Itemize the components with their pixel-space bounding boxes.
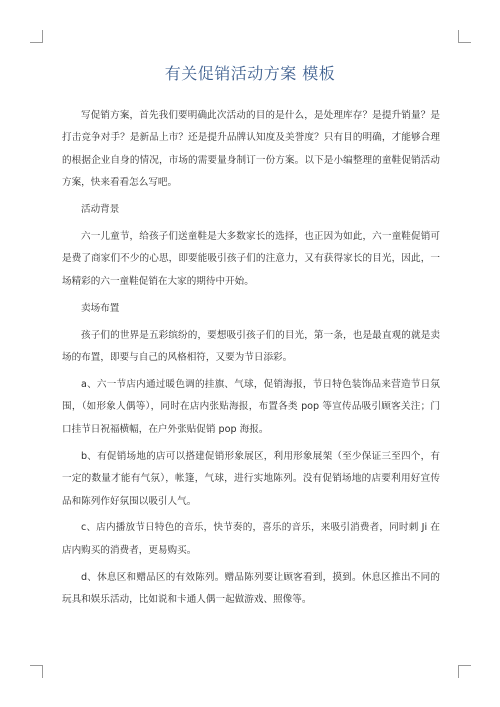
list-item-b: b、有促销场地的店可以搭建促销形象展区，利用形象展架（至少保证三至四个，有一定的数量才能有气氛），帐篷，气球，进行实地陈列。没有促销场地的店要利用好宣传品和陈列作好氛围以吸引人气。 bbox=[62, 450, 440, 507]
intro-paragraph: 写促销方案，首先我们要明确此次活动的目的是什么，是处理库存？是提升销量？是打击竞争对手？是新品上市？还是提升品牌认知度及美誉度？只有目的明确，才能够合理的根据企业自身的情况，市场的需要量身制订一份方案。以下是小编整理的童鞋促销活动方案，快来看看怎么写吧。 bbox=[62, 110, 440, 189]
section-heading-layout: 卖场布置 bbox=[81, 302, 120, 314]
list-item-c: c、店内播放节日特色的音乐，快节奏的，喜乐的音乐，来吸引消费者，同时刺 Ji 在店内购买的消费者，更易购买。 bbox=[62, 522, 440, 556]
list-item-a: a、六一节店内通过暖色调的挂旗、气球，促销海报，节日特色装饰品来营造节日氛围，（如形象人偶等），同时在店内张贴海报，布置各类 pop 等宣传品吸引顾客关注；门口挂节日祝福横幅，在户外张贴促销 pop 海报。 bbox=[62, 378, 440, 435]
layout-paragraph: 孩子们的世界是五彩缤纷的，要想吸引孩子们的目光，第一条，也是最直观的就是卖场的布置，即要与自己的风格相符，又要为节日添彩。 bbox=[62, 329, 440, 364]
document-body bbox=[62, 105, 440, 616]
crop-mark-top-right bbox=[458, 30, 471, 43]
section-heading-background: 活动背景 bbox=[81, 204, 120, 216]
background-paragraph: 六一儿童节，给孩子们送童鞋是大多数家长的选择，也正因为如此，六一童鞋促销可是费了商家们不少的心思，即要能吸引孩子们的注意力，又有获得家长的目光，因此，一场精彩的六一童鞋促销在大家的期待中开始。 bbox=[62, 231, 440, 287]
document-title: 有关促销活动方案 模板 bbox=[164, 64, 336, 83]
crop-mark-top-left bbox=[30, 30, 43, 43]
crop-mark-bottom-right bbox=[458, 665, 471, 678]
list-item-d: d、休息区和赠品区的有效陈列。赠品陈列要让顾客看到，摸到。休息区推出不同的玩具和娱乐活动，比如说和卡通人偶一起做游戏、照像等。 bbox=[62, 571, 440, 606]
crop-mark-bottom-left bbox=[30, 665, 43, 678]
